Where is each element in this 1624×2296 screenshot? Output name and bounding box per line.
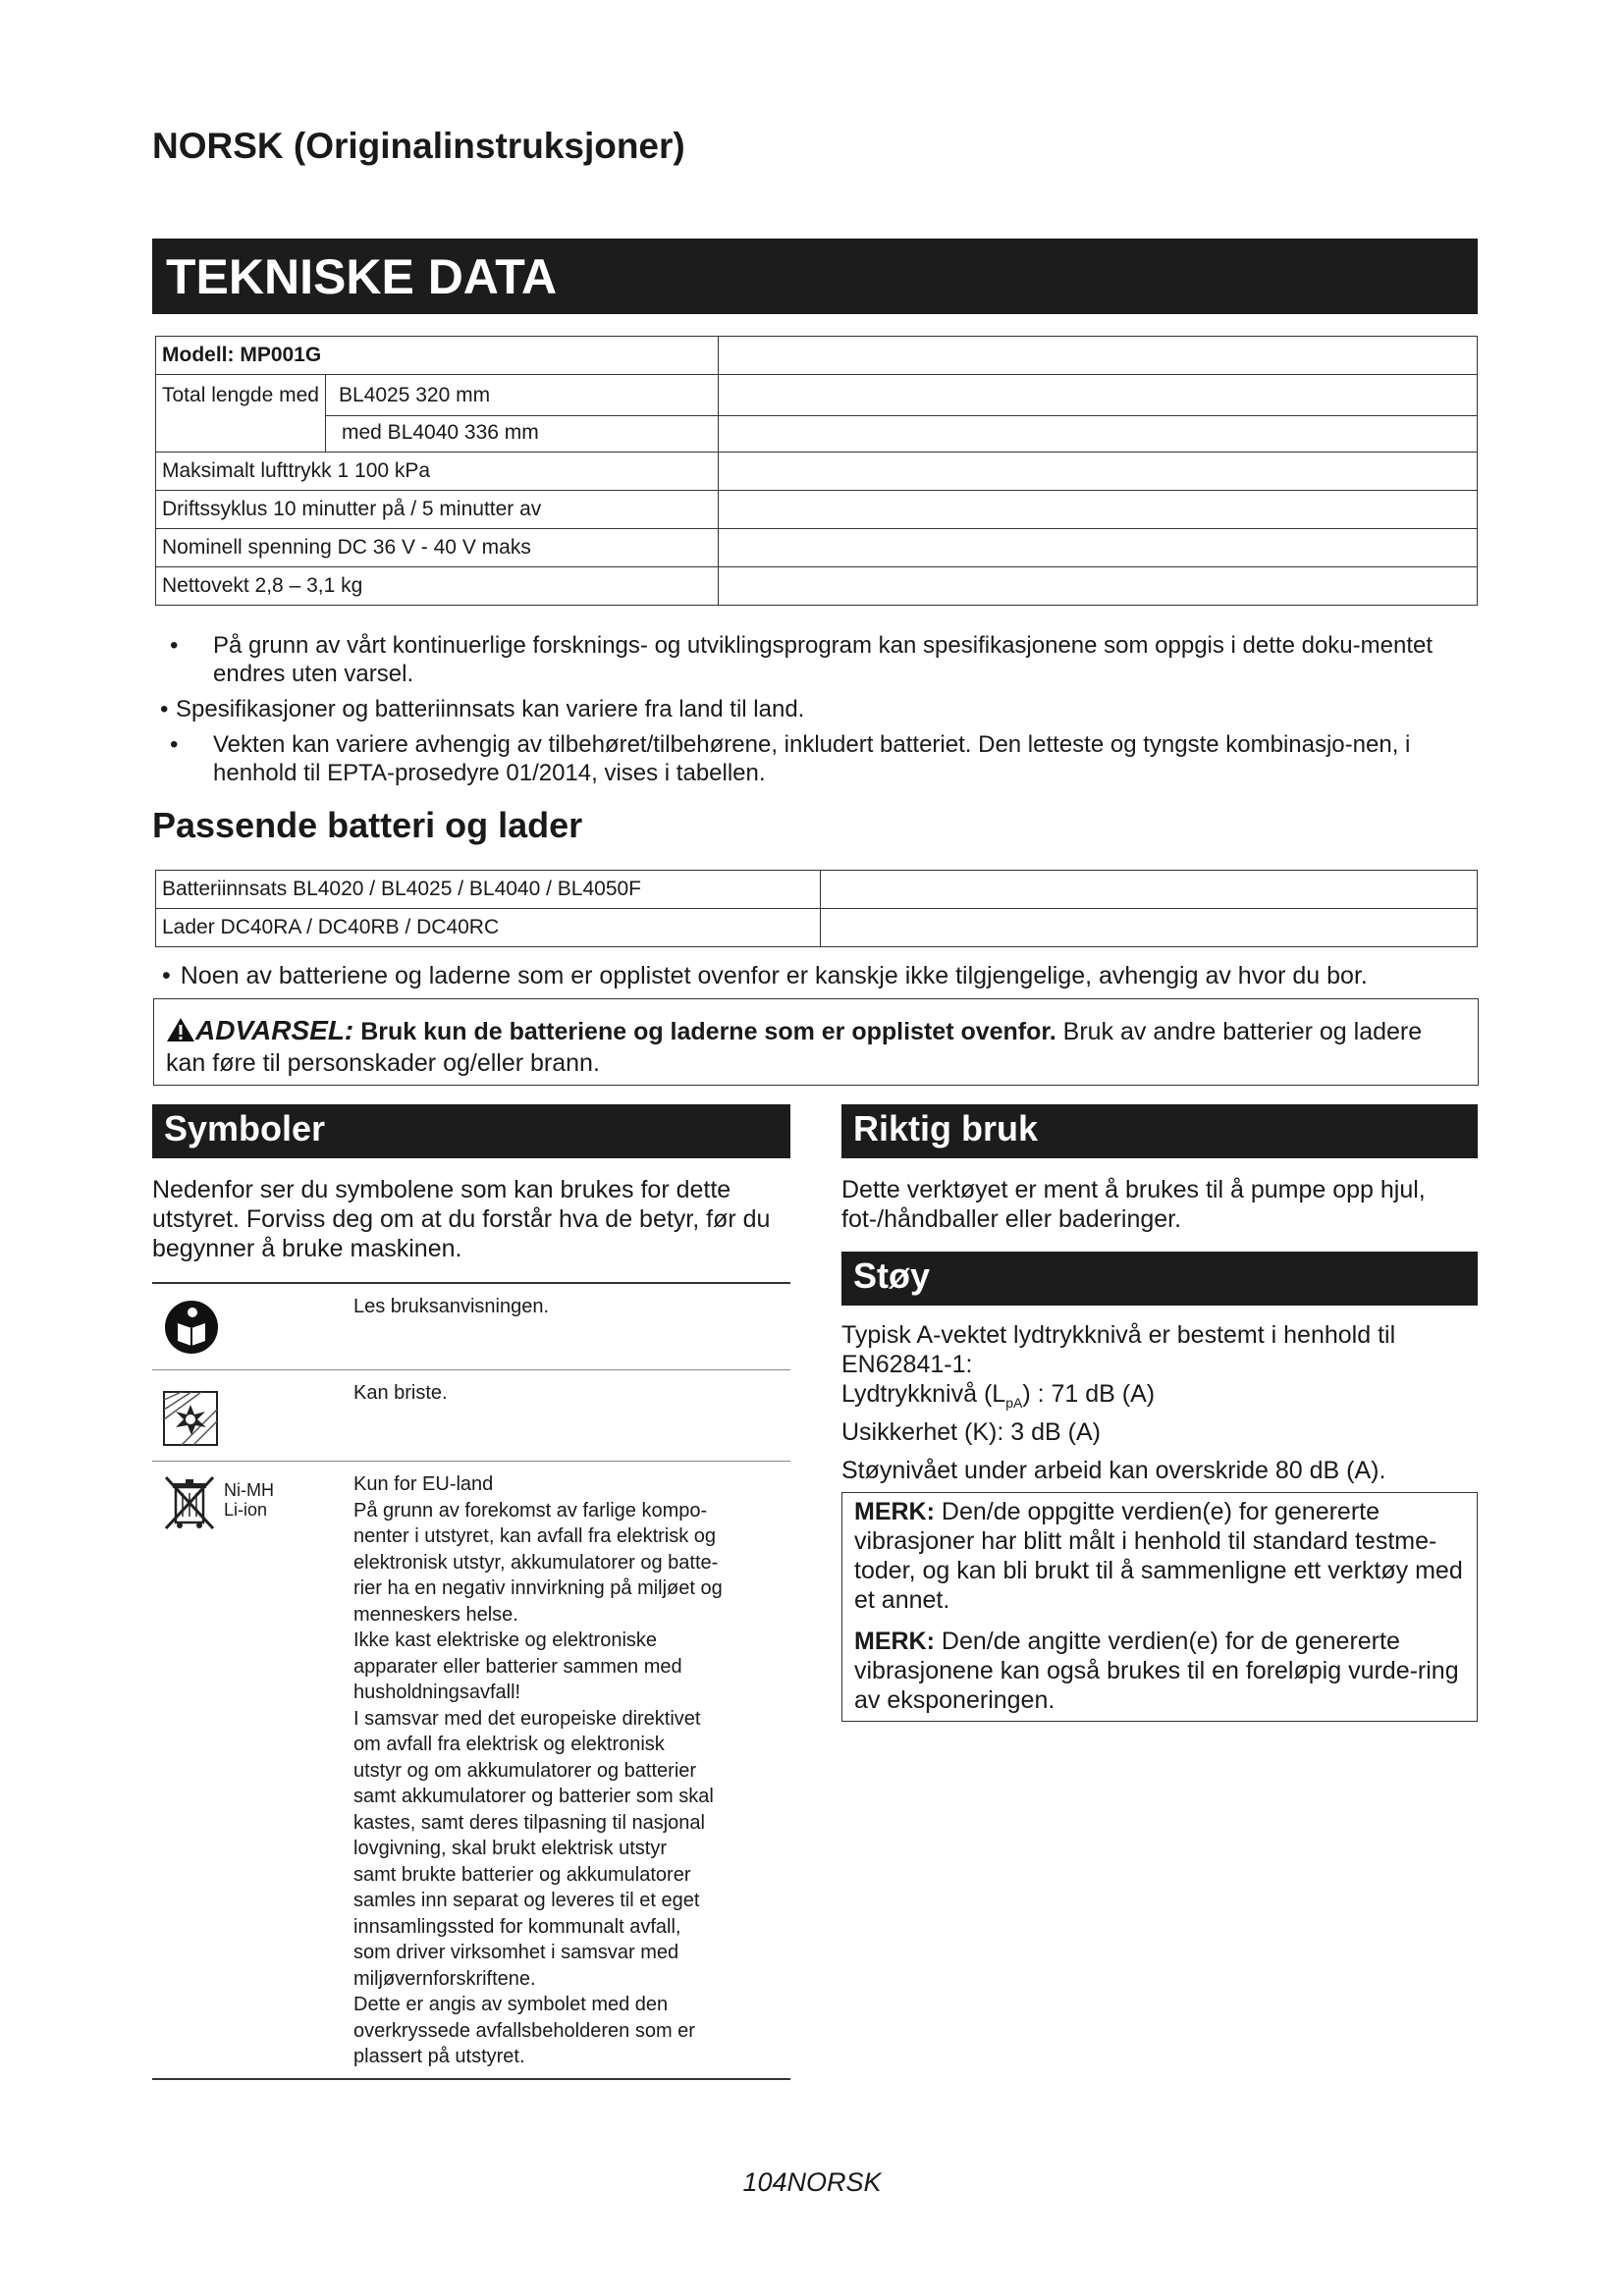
intended-use-heading: Riktig bruk — [841, 1104, 1478, 1158]
length-bl4040: med BL4040 336 mm — [342, 421, 539, 444]
weee-text-line: Ikke kast elektriske og elektroniske — [353, 1629, 658, 1651]
battery-table — [155, 870, 1478, 947]
note-1: MERK: Den/de oppgitte verdien(e) for genererte vibrasjoner har blitt målt i henhold til standard testme-toder, og kan bli brukt til å sammenligne ett verktøy med et annet. — [854, 1498, 1463, 1614]
symbol-desc: Kan briste. — [353, 1382, 448, 1404]
symbols-table — [152, 1282, 790, 2080]
crossed-bin-icon — [162, 1473, 217, 1532]
spec-row-model — [156, 337, 1478, 375]
warning-box — [153, 998, 1479, 1086]
weee-text-line: samt brukte batterier og akkumulatorer — [353, 1863, 691, 1886]
symbols-heading: Symboler — [152, 1104, 790, 1158]
note-item: • Spesifikasjoner og batteriinnsats kan variere fra land til land. — [160, 696, 805, 722]
weee-text-line: På grunn av forekomst av farlige kompo- — [353, 1499, 708, 1522]
note-item: • Vekten kan variere avhengig av tilbehøret/tilbehørene, inkludert batteriet. Den letteste og tyngste kombinasjo-nen, i henhold til EPTA-prosedyre 01/2014, vises i tabellen. — [170, 731, 1411, 786]
weee-text-line: nenter i utstyret, kan avfall fra elektrisk og — [353, 1525, 717, 1547]
noise-heading: Støy — [841, 1252, 1478, 1306]
spec-weight: Nettovekt 2,8 – 3,1 kg — [156, 567, 719, 606]
weee-text-line: lovgivning, skal brukt elektrisk utstyr — [353, 1838, 668, 1859]
length-bl4025: BL4025 320 mm — [339, 384, 491, 406]
noise-uncertainty: Usikkerhet (K): 3 dB (A) — [841, 1418, 1101, 1446]
warning-triangle-icon — [166, 1017, 195, 1042]
symbol-row — [152, 1284, 790, 1370]
weee-text-line: I samsvar med det europeiske direktivet — [353, 1707, 701, 1730]
symbol-desc: Les bruksanvisningen. — [353, 1296, 550, 1317]
spec-row-length — [156, 375, 1478, 453]
warning-label: ADVARSEL: — [195, 1015, 354, 1045]
weee-text-line: apparater eller batterier sammen med — [353, 1655, 682, 1678]
battery-chemistry: Ni-MH Li-ion — [224, 1480, 274, 1520]
noise-lpa: Lydtrykknivå $(L_{pA})$ : 71 dB (A) — [841, 1380, 1156, 1411]
length-cell — [156, 375, 718, 452]
technical-data-heading: TEKNISKE DATA — [152, 239, 1478, 314]
weee-text-line: utstyr og om akkumulatorer og batterier — [353, 1759, 697, 1782]
intended-use-text: Dette verktøyet er ment å brukes til å pumpe opp hjul, fot-/håndballer eller baderinger. — [841, 1176, 1426, 1233]
weee-text-line: innsamlingssted for kommunalt avfall, — [353, 1915, 681, 1938]
weee-text-line: Kun for EU-land — [353, 1473, 494, 1495]
weee-text-line: plassert på utstyret. — [353, 2046, 525, 2067]
weee-text-line: husholdningsavfall! — [353, 1682, 521, 1703]
spec-table — [155, 336, 1478, 606]
noise-work-level: Støynivået under arbeid kan overskride 80 dB (A). — [841, 1457, 1386, 1484]
weee-text-line: om avfall fra elektrisk og elektronisk — [353, 1734, 665, 1755]
note-2: MERK: Den/de angitte verdien(e) for de genererte vibrasjonene kan også brukes til en foreløpig vurde-ring av eksponeringen. — [854, 1628, 1459, 1714]
weee-text-line: rier ha en negativ innvirkning på miljøet og — [353, 1577, 723, 1599]
warning-bold: Bruk kun de batteriene og laderne som er opplistet ovenfor. — [360, 1018, 1056, 1045]
spec-duty-cycle: Driftssyklus 10 minutter på / 5 minutter av — [156, 491, 719, 529]
symbol-desc-weee — [353, 1462, 790, 2078]
noise-text — [841, 1320, 1480, 1485]
read-manual-icon — [162, 1298, 221, 1357]
weee-text-line: menneskers helse. — [353, 1603, 518, 1626]
spec-notes — [152, 631, 1483, 794]
symbols-intro: Nedenfor ser du symbolene som kan brukes for dette utstyret. Forviss deg om at du forstår hva de betyr, før du begynner å bruke maskinen. — [152, 1176, 771, 1262]
weee-text-line: samt akkumulatorer og batterier som skal — [353, 1786, 714, 1807]
noise-standard: Typisk A-vektet lydtrykknivå er bestemt i henhold til EN62841-1: — [841, 1321, 1396, 1378]
spec-pressure: Maksimalt lufttrykk 1 100 kPa — [156, 453, 719, 491]
weee-text-line: som driver virksomhet i samsvar med — [353, 1942, 679, 1963]
weee-text-line: overkryssede avfallsbeholderen som er — [353, 2019, 695, 2042]
spec-voltage: Nominell spenning DC 36 V - 40 V maks — [156, 529, 719, 567]
note-box — [841, 1492, 1478, 1722]
weee-text-line: elektronisk utstyr, akkumulatorer og batte- — [353, 1551, 719, 1574]
weee-text-line: miljøvernforskriftene. — [353, 1967, 536, 1990]
note-item: • På grunn av vårt kontinuerlige forsknings- og utviklingsprogram kan spesifikasjonene som oppgis i dette doku-mentet endres uten varsel. — [170, 632, 1433, 687]
battery-cartridge: Batteriinnsats BL4020 / BL4025 / BL4040 / BL4050F — [156, 871, 821, 909]
page-footer: 104NORSK — [742, 2167, 882, 2197]
weee-text-line: kastes, samt deres tilpasning til nasjonal — [353, 1811, 705, 1834]
spec-model: Modell: MP001G — [156, 337, 719, 375]
weee-text-line: Dette er angis av symbolet med den — [353, 1994, 669, 2015]
page-title: NORSK (Originalinstruksjoner) — [152, 126, 685, 166]
burst-hazard-icon — [162, 1390, 219, 1447]
warning-text: Bruk av andre batterier og ladere kan føre til personskader og/eller brann. — [166, 1018, 1423, 1077]
battery-heading: Passende batteri og lader — [152, 805, 583, 845]
battery-note: • Noen av batteriene og laderne som er opplistet ovenfor er kanskje ikke tilgjengelige, avhengig av hvor du bor. — [162, 962, 1368, 989]
length-label: Total lengde med — [162, 384, 319, 406]
battery-charger: Lader DC40RA / DC40RB / DC40RC — [156, 909, 821, 947]
symbol-row — [152, 1370, 790, 1462]
symbol-row — [152, 1462, 790, 2080]
weee-text-line: samles inn separat og leveres til et eget — [353, 1890, 700, 1911]
